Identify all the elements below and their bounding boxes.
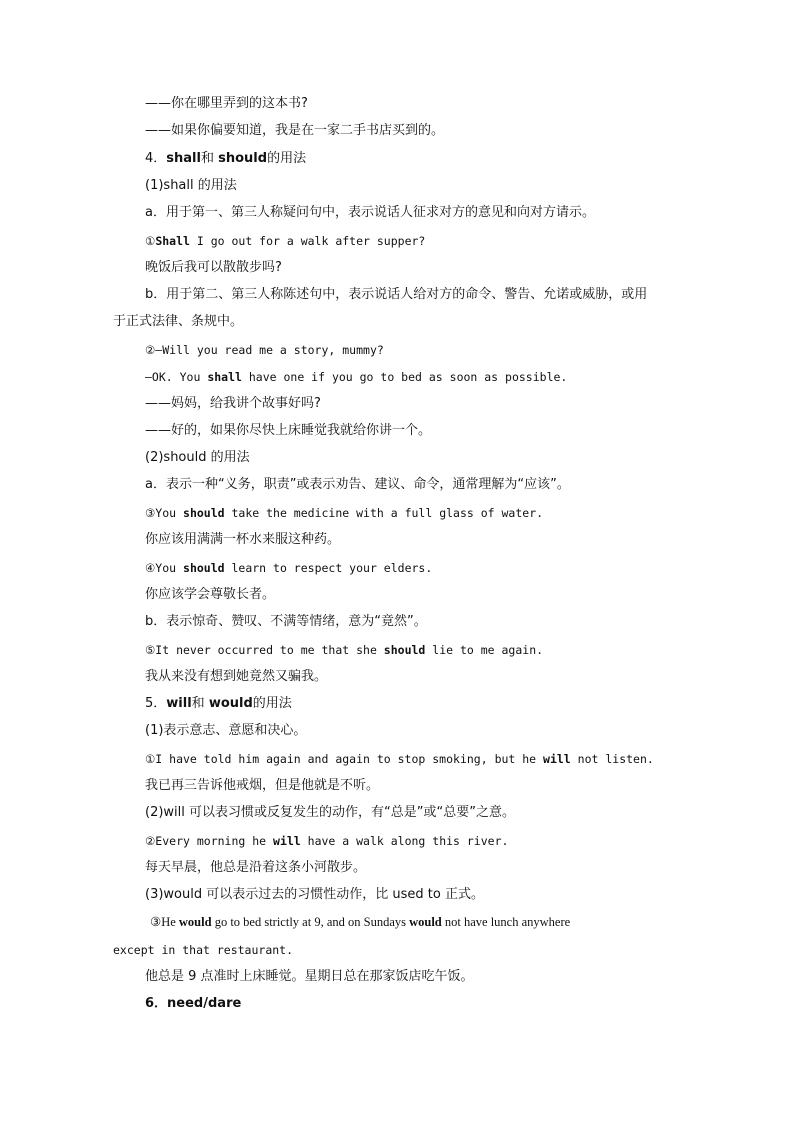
translation-4: 你应该学会尊敬长者。 [145, 587, 276, 602]
section-number: 5． [145, 696, 167, 711]
section-heading-shall-should [145, 150, 306, 168]
example-middle: go to bed strictly at 9, and on Sundays [211, 915, 410, 929]
translation-will-2: 每天早晨，他总是沿着这条小河散步。 [145, 860, 367, 875]
keyword-will: will [273, 834, 301, 848]
conjunction-text: 和 [191, 696, 209, 711]
conjunction-text: 和 [200, 151, 219, 166]
translation-3: 你应该用满满一杯水来服这种药。 [145, 532, 341, 547]
keyword-would: would [208, 696, 253, 711]
example-marker: ① [145, 234, 156, 248]
heading-suffix: 的用法 [252, 696, 292, 711]
keyword-will: will [166, 696, 192, 711]
example-prefix: ⑤It never occurred to me that she [145, 643, 384, 657]
example-prefix: ③You [145, 506, 184, 520]
rule-2-will: (2)will 可以表习惯或反复发生的动作，有“总是”或“总要”之意。 [145, 805, 515, 820]
example-prefix: ①I have told him again and again to stop smoking, but he [145, 752, 544, 766]
example-sentence-would-1-cont: except in that restaurant. [113, 943, 294, 957]
example-rest: I go out for a walk after supper? [189, 234, 426, 248]
keyword-shall: shall [207, 370, 242, 384]
section-heading-will-would [145, 695, 292, 713]
rule-3-would: (3)would 可以表示过去的习惯性动作，比 used to 正式。 [145, 887, 484, 902]
example-sentence-3 [145, 504, 543, 522]
example-sentence-will-2 [145, 832, 508, 850]
dialogue-line-question: ——你在哪里弄到的这本书? [145, 96, 308, 111]
example-rest: have a walk along this river. [300, 834, 509, 848]
example-sentence-4 [145, 559, 432, 577]
section-number: 4． [145, 151, 167, 166]
keyword-would: would [409, 915, 442, 929]
keyword-should: should [383, 643, 426, 657]
rule-1-will: (1)表示意志、意愿和决心。 [145, 723, 307, 738]
rule-b-shall-part1: b．用于第二、第三人称陈述句中，表示说话人给对方的命令、警告、允诺或威胁，或用 [145, 287, 648, 302]
keyword-should: should [183, 561, 225, 575]
translation-2a: ——妈妈，给我讲个故事好吗? [145, 396, 321, 411]
dialogue-line-answer: ——如果你偏要知道，我是在一家二手书店买到的。 [145, 123, 445, 138]
rule-a-should: a．表示一种“义务，职责”或表示劝告、建议、命令，通常理解为“应该”。 [145, 477, 570, 492]
translation-5: 我从来没有想到她竟然又骗我。 [145, 669, 328, 684]
heading-suffix: 的用法 [267, 151, 307, 166]
translation-2b: ——好的，如果你尽快上床睡觉我就给你讲一个。 [145, 423, 432, 438]
example-prefix: ③He [150, 915, 179, 929]
keyword-shall: shall [166, 151, 201, 166]
example-sentence-5 [145, 641, 543, 659]
rule-a-shall: a．用于第一、第三人称疑问句中，表示说话人征求对方的意见和向对方请示。 [145, 205, 595, 220]
example-sentence-1 [145, 232, 425, 250]
keyword-should: should [183, 506, 225, 520]
example-rest: not have lunch anywhere [441, 915, 571, 929]
subheading-shall-usage: (1)shall 的用法 [145, 178, 237, 193]
example-rest: learn to respect your elders. [224, 561, 433, 575]
example-rest: take the medicine with a full glass of water. [224, 506, 544, 520]
example-prefix: ②Every morning he [145, 834, 274, 848]
example-sentence-would-1 [150, 913, 570, 931]
example-rest: lie to me again. [425, 643, 544, 657]
example-prefix: ④You [145, 561, 184, 575]
rule-b-should: b．表示惊奇、赞叹、不满等情绪，意为“竟然”。 [145, 614, 427, 629]
subheading-should-usage: (2)should 的用法 [145, 450, 250, 465]
keyword-would: would [178, 915, 212, 929]
example-rest: not listen. [570, 752, 654, 766]
example-sentence-2a: ②—Will you read me a story, mummy? [145, 343, 384, 357]
example-prefix: —OK. You [145, 370, 208, 384]
rule-b-shall-part2: 于正式法律、条规中。 [113, 314, 244, 329]
keyword-should: should [218, 151, 268, 166]
translation-will-1: 我已再三告诉他戒烟，但是他就是不听。 [145, 778, 380, 793]
translation-would-1: 他总是 9 点准时上床睡觉。星期日总在那家饭店吃午饭。 [145, 969, 474, 984]
example-rest: have one if you go to bed as soon as possible. [241, 370, 568, 384]
translation-1: 晚饭后我可以散散步吗? [145, 260, 282, 275]
section-heading-need-dare: 6．need/dare [145, 996, 242, 1011]
keyword-shall: Shall [155, 234, 190, 248]
example-sentence-will-1 [145, 750, 654, 768]
keyword-will: will [543, 752, 571, 766]
example-sentence-2b [145, 368, 567, 386]
